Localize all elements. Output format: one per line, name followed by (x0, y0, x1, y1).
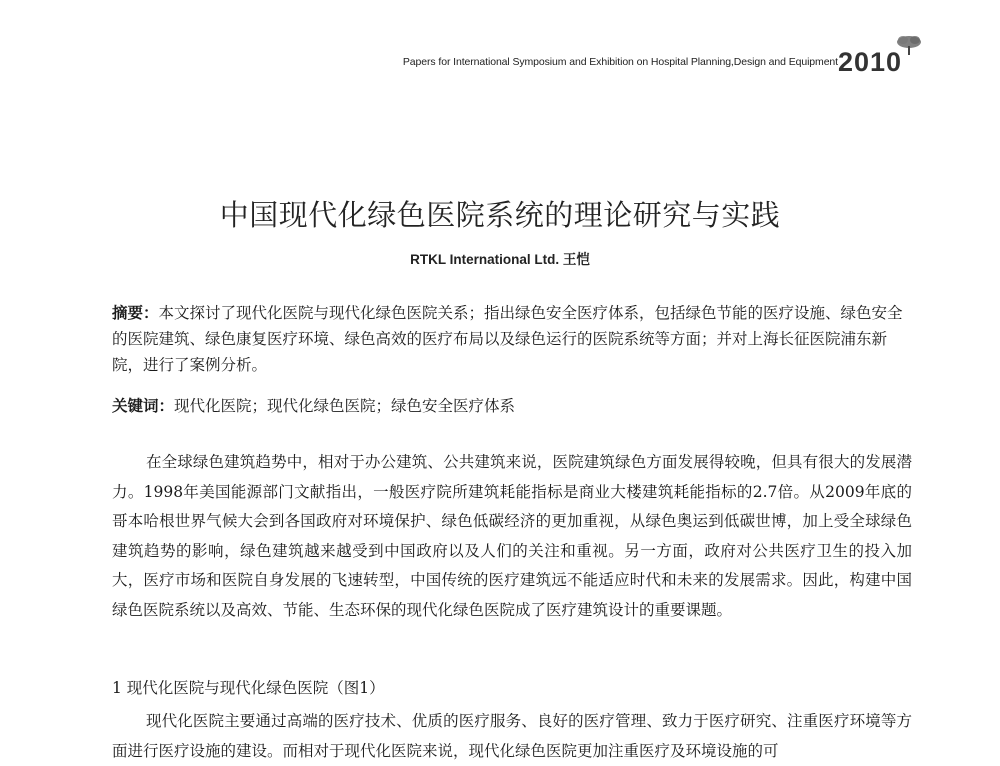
keywords-text: 现代化医院；现代化绿色医院；绿色安全医疗体系 (174, 397, 516, 415)
section-1-heading: 1 现代化医院与现代化绿色医院（图1） (112, 679, 385, 697)
symposium-logo (838, 40, 920, 76)
paper-title: 中国现代化绿色医院系统的理论研究与实践 (219, 198, 781, 232)
abstract (112, 300, 912, 378)
year-logo-text: 2010 (838, 47, 903, 77)
body-paragraph-1: 在全球绿色建筑趋势中，相对于办公建筑、公共建筑来说，医院建筑绿色方面发展得较晚，但具有很大的发展潜力。1998年美国能源部门文献指出，一般医疗院所建筑耗能指标是商业大楼建筑耗能指标的2.7倍。从2009年底的哥本哈根世界气候大会到各国政府对环境保护、绿色低碳经济的更加重视，从绿色奥运到低碳世博，加上受全球绿色建筑趋势的影响，绿色建筑越来越受到中国政府以及人们的关注和重视。另一方面，政府对公共医疗卫生的投入加大，医疗市场和医院自身发展的飞速转型，中国传统的医疗建筑远不能适应时代和未来的发展需求。因此，构建中国绿色医院系统以及高效、节能、生态环保的现代化绿色医院成了医疗建筑设计的重要课题。 (112, 453, 912, 619)
running-header (380, 40, 960, 80)
running-title: Papers for International Symposium and Exhibition on Hospital Planning,Design and Equipment (402, 56, 838, 68)
body-paragraph-2: 现代化医院主要通过高端的医疗技术、优质的医疗服务、良好的医疗管理、致力于医疗研究、注重医疗环境等方面进行医疗设施的建设。而相对于现代化医院来说，现代化绿色医院更加注重医疗及环境设施的可 (112, 712, 912, 760)
keywords (112, 393, 912, 419)
abstract-label: 摘要： (112, 304, 159, 322)
keywords-label: 关键词： (112, 397, 175, 415)
abstract-text: 本文探讨了现代化医院与现代化绿色医院关系；指出绿色安全医疗体系，包括绿色节能的医疗设施、绿色安全的医院建筑、绿色康复医疗环境、绿色高效的医疗布局以及绿色运行的医院系统等方面；并对上海长征医院浦东新院，进行了案例分析。 (112, 304, 903, 374)
author-line: RTKL International Ltd. 王恺 (410, 252, 590, 267)
tree-emblem-icon (894, 34, 924, 56)
